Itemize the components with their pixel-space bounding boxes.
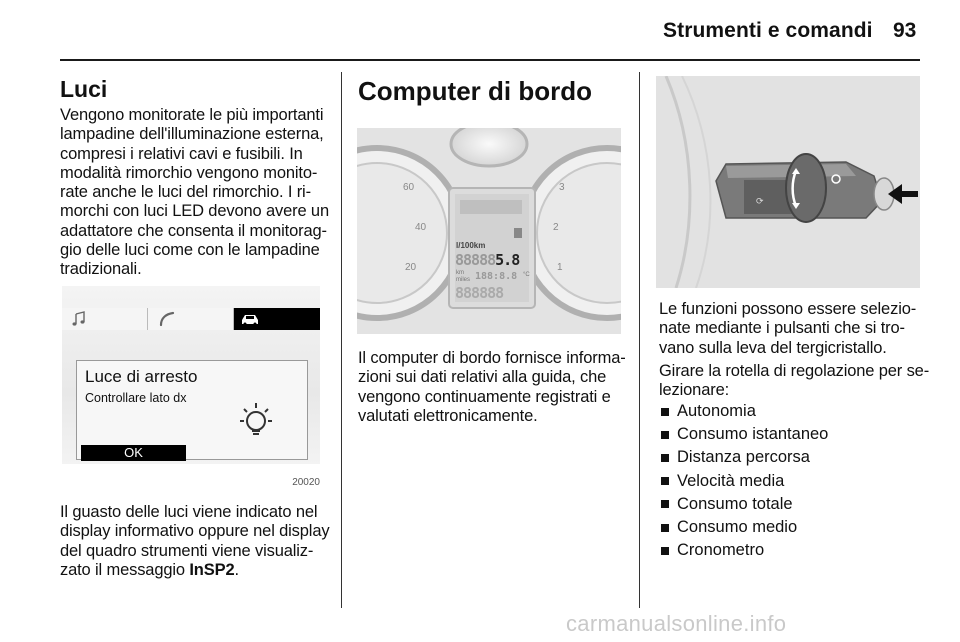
distance-units — [456, 270, 470, 284]
list-item-label: Velocità media — [677, 471, 785, 490]
page-number: 93 — [893, 19, 917, 42]
bullet-square-icon — [661, 547, 669, 555]
message-code: InSP2 — [189, 560, 235, 579]
bullet-square-icon — [661, 408, 669, 416]
svg-text:2: 2 — [553, 222, 559, 233]
wiper-lever-illustration — [656, 76, 920, 288]
svg-text:⟳: ⟳ — [756, 196, 764, 206]
text-line: lampadine dell'illuminazione esterna, — [60, 125, 324, 144]
list-item-label: Consumo medio — [677, 517, 798, 536]
tab-vehicle — [234, 308, 320, 330]
list-item-label: Consumo totale — [677, 494, 793, 513]
small-digits: 188:8.8 — [475, 271, 518, 282]
list-item-label: Distanza percorsa — [677, 448, 810, 467]
figure-number: 20020 — [292, 477, 320, 488]
text-line: adattatore che consenta il monitorag- — [60, 221, 327, 240]
list-item — [659, 470, 828, 493]
text-line: display informativo oppure nel display — [60, 522, 330, 541]
svg-text:60: 60 — [403, 182, 415, 193]
text-span: . — [234, 560, 239, 579]
list-item — [659, 516, 828, 539]
text-line: Il computer di bordo fornisce informa- — [358, 349, 626, 367]
header-divider — [60, 59, 920, 61]
ok-button: OK — [81, 445, 186, 461]
message-subtitle: Controllare lato dx — [85, 391, 187, 405]
watermark: carmanualsonline.info — [566, 611, 787, 636]
list-item-label: Consumo istantaneo — [677, 425, 829, 444]
text-line — [60, 561, 329, 580]
list-item-label: Autonomia — [677, 402, 756, 420]
text-line: Girare la rotella di regolazione per se- — [659, 362, 930, 380]
main-digits — [455, 251, 519, 269]
column-divider-1 — [341, 72, 342, 608]
bullet-square-icon — [661, 431, 669, 439]
heading-computer-di-bordo: Computer di bordo — [358, 76, 592, 106]
bullet-square-icon — [661, 477, 669, 485]
paragraph-luci — [60, 106, 329, 280]
display-tab-bar — [62, 308, 320, 330]
bottom-digits: 888888 — [455, 284, 504, 302]
text-line: morchi con luci LED devono avere un — [60, 202, 329, 221]
display-screen — [62, 286, 320, 464]
svg-text:1: 1 — [557, 262, 563, 273]
function-list — [659, 400, 828, 562]
list-item — [659, 400, 828, 423]
paragraph-guasto — [60, 503, 329, 580]
tab-phone — [148, 308, 234, 330]
paragraph-funzioni — [659, 300, 916, 358]
text-line: vano sulla leva del tergicristallo. — [659, 338, 887, 357]
wiper-lever-figure — [656, 76, 920, 288]
list-item — [659, 423, 828, 446]
heading-luci: Luci — [60, 76, 108, 102]
text-line: zioni sui dati relativi alla guida, che — [358, 368, 607, 387]
digits-dim: 88888 — [455, 251, 496, 269]
paragraph-rotella — [659, 362, 929, 401]
text-line: nate mediante i pulsanti che si tro- — [659, 319, 905, 338]
message-box — [76, 360, 308, 460]
text-line: Il guasto delle luci viene indicato nel — [60, 503, 318, 521]
unit-label: l/100km — [456, 241, 486, 250]
instrument-cluster-figure — [357, 128, 621, 334]
text-line: vengono continuamente registrati e — [358, 387, 611, 406]
miles-label: miles — [456, 277, 471, 283]
text-line: gio delle luci come con le lampadine — [60, 241, 320, 260]
text-line: modalità rimorchio vengono monito- — [60, 163, 318, 182]
degree-label: °C — [523, 272, 530, 278]
list-item — [659, 539, 828, 562]
digits-value: 5.8 — [495, 251, 520, 269]
text-line: Le funzioni possono essere selezio- — [659, 300, 917, 318]
instrument-cluster-illustration — [357, 128, 621, 334]
text-span: zato il messaggio — [60, 560, 190, 579]
bullet-square-icon — [661, 524, 669, 532]
list-item-label: Cronometro — [677, 541, 765, 560]
column-divider-2 — [639, 72, 640, 608]
display-figure — [60, 284, 322, 492]
text-line: Vengono monitorate le più importanti — [60, 106, 324, 124]
svg-text:3: 3 — [559, 182, 565, 193]
tab-audio — [62, 308, 148, 330]
section-title: Strumenti e comandi — [663, 19, 873, 42]
bullet-square-icon — [661, 500, 669, 508]
text-line: del quadro strumenti viene visualiz- — [60, 541, 314, 560]
list-item — [659, 493, 828, 516]
svg-text:20: 20 — [405, 262, 417, 273]
svg-text:40: 40 — [415, 222, 427, 233]
km-label: km — [456, 270, 464, 276]
text-line: rate anche le luci del rimorchio. I ri- — [60, 183, 311, 202]
brake-light-icon — [231, 397, 281, 447]
list-item — [659, 446, 828, 469]
text-line: tradizionali. — [60, 260, 142, 279]
car-icon — [240, 312, 260, 326]
text-line: valutati elettronicamente. — [358, 406, 538, 425]
text-line: compresi i relativi cavi e fusibili. In — [60, 144, 303, 163]
bullet-square-icon — [661, 454, 669, 462]
text-line: lezionare: — [659, 381, 730, 400]
page-header — [0, 0, 960, 60]
phone-icon — [158, 311, 176, 327]
music-note-icon — [72, 311, 86, 327]
message-title: Luce di arresto — [85, 367, 198, 386]
paragraph-computer — [358, 349, 626, 426]
